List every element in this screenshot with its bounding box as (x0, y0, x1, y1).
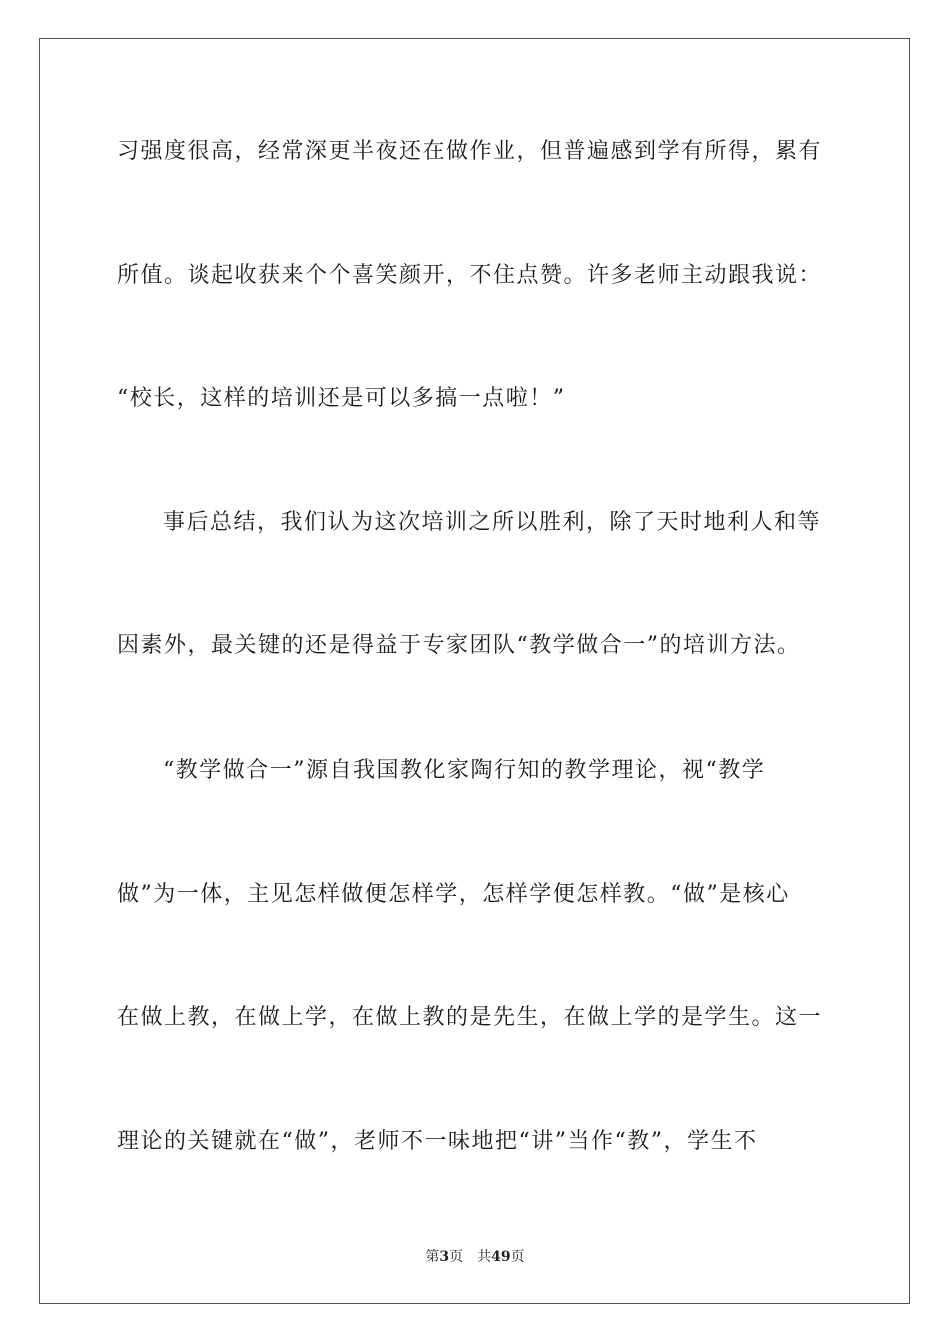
text-line-9: 理论的关键就在“做”，老师不一味地把“讲”当作“教”，学生不 (117, 1129, 758, 1154)
total-pages: 49 (491, 1249, 511, 1265)
page-prefix: 第 (425, 1249, 440, 1265)
text-line-2: 所值。谈起收获来个个喜笑颜开，不住点赞。许多老师主动跟我说： (117, 263, 823, 288)
page-number: 3 (439, 1249, 450, 1265)
page-footer (0, 1248, 950, 1266)
text-line-6: “教学做合一”源自我国教化家陶行知的教学理论，视“教学 (163, 758, 766, 783)
text-line-7: 做”为一体，主见怎样做便怎样学，怎样学便怎样教。“做”是核心 (117, 882, 790, 907)
page-suffix: 页 (449, 1249, 464, 1265)
total-suffix: 页 (510, 1249, 525, 1265)
text-line-1: 习强度很高，经常深更半夜还在做作业，但普遍感到学有所得，累有 (117, 139, 823, 164)
page-border (39, 38, 910, 1304)
text-line-3: “校长，这样的培训还是可以多搞一点啦！” (117, 386, 566, 411)
text-line-4: 事后总结，我们认为这次培训之所以胜利，除了天时地利人和等 (163, 510, 822, 535)
text-line-5: 因素外，最关键的还是得益于专家团队“教学做合一”的培训方法。 (117, 633, 801, 658)
total-prefix: 共 (477, 1249, 492, 1265)
text-line-8: 在做上教，在做上学，在做上教的是先生，在做上学的是学生。这一 (117, 1005, 823, 1030)
